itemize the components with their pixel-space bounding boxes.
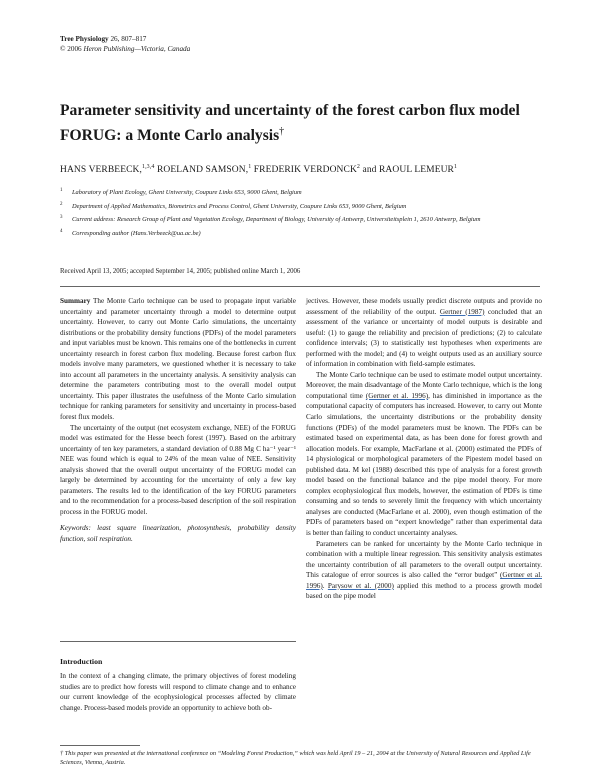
- body-paragraph: [306, 370, 542, 539]
- title-dagger: †: [279, 126, 285, 137]
- body-paragraph: [306, 296, 542, 370]
- journal-name: Tree Physiology: [60, 35, 109, 43]
- author-affiliation-sup: 1: [248, 164, 252, 170]
- citation-link[interactable]: (Gertner et al. 1996): [365, 391, 429, 400]
- paragraph-text: applied this method to a process growth model based on the pipe model: [306, 581, 542, 601]
- author-name: HANS VERBEECK,: [60, 165, 142, 176]
- paragraph-text: .: [322, 581, 328, 590]
- paragraph-text: The Monte Carlo technique can be used to estimate model output uncertainty. Moreover, the main disadvantage of the Monte Carlo technique, which is the long computational time: [306, 370, 542, 400]
- summary-divider: [60, 641, 296, 642]
- paragraph-text: jectives. However, these models usually predict discrete outputs and provide no assessment of the reliability of the output.: [306, 297, 542, 316]
- affiliation-text: Laboratory of Plant Ecology, Ghent University, Coupure Links 653, 9000 Ghent, Belgium: [72, 189, 302, 196]
- journal-copyright: [60, 44, 190, 54]
- body-paragraph: [306, 539, 542, 602]
- affiliation-item: [60, 229, 550, 239]
- author-affiliation-sup: 2: [356, 164, 361, 170]
- summary-label: Summary: [60, 297, 91, 305]
- paper-title: [60, 100, 550, 146]
- affiliation-item: [60, 202, 550, 212]
- summary-paragraph-2: The uncertainty of the output (net ecosystem exchange, NEE) of the FORUG model was estimated for the Hesse beech forest (1997). Based on the arbitrary uncertainty of ten key parameters, a standard deviation of 0.88 Mg C ha⁻¹ year⁻¹ NEE was found which is equal to 24% of the mean value of NEE. Sensitivity analysis showed that the overall output uncertainty of the FORUG model can largely be determined by accounting for the uncertainty of only a few key parameters. The results led to the identification of the key FORUG parameters and to the recommendation for a process-based description of the soil respiration process in the FORUG model.: [60, 423, 296, 516]
- journal-volume-pages: 26, 807–817: [110, 35, 147, 43]
- affiliation-text: Department of Applied Mathematics, Biometrics and Process Control, Ghent University, Coupure Links 653, 9000 Ghent, Belgium: [72, 202, 407, 210]
- footnote-divider: [60, 745, 140, 746]
- introduction-heading: Introduction: [60, 657, 103, 666]
- author-affiliation-sup: 1: [454, 164, 458, 170]
- keywords-text: least square linearization, photosynthesis, probability density function, soil respiration.: [60, 524, 296, 544]
- author-list: [60, 160, 540, 177]
- header-divider: [60, 286, 540, 287]
- summary-paragraph: [60, 296, 296, 423]
- citation-link[interactable]: Parysow et al. (2000): [327, 581, 394, 590]
- author-name: ROELAND SAMSON,: [154, 165, 249, 176]
- citation-link[interactable]: Gertner (1987): [439, 307, 485, 316]
- keywords: [60, 523, 296, 544]
- copyright-text: © 2006: [60, 45, 84, 53]
- journal-header: [60, 34, 190, 54]
- keywords-label: Keywords:: [60, 524, 91, 533]
- citation-link[interactable]: (Gertner et al. 1996): [306, 571, 542, 590]
- affiliation-text: Corresponding author (Hans.Verbeeck@ua.ac.be): [72, 229, 201, 237]
- paragraph-text: Parameters can be ranked for uncertainty by the Monte Carlo technique in combination with a multiple linear regression. This sensitivity analysis estimates the uncertainty contribution of all parameters to the overall output uncertainty. This catalogue of error sources is also called the “error budget”: [306, 539, 542, 580]
- affiliation-text: Current address: Research Group of Plant and Vegetation Ecology, Department of Biology, University of Antwerp, Universiteitsplein 1, 2610 Antwerp, Belgium: [72, 216, 481, 224]
- affiliation-item: [60, 215, 550, 225]
- title-line-1: Parameter sensitivity and uncertainty of the forest carbon flux model: [60, 102, 520, 119]
- affiliation-number: 1: [60, 188, 63, 193]
- affiliation-number: 3: [60, 215, 63, 221]
- right-column: [306, 296, 542, 602]
- publisher: Heron Publishing—Victoria, Canada: [83, 45, 191, 53]
- affiliation-number: 4: [60, 228, 63, 234]
- author-name: FREDERIK VERDONCK: [251, 165, 357, 176]
- footnote: † This paper was presented at the international conference on “Modeling Forest Production,” which was held April 19 – 21, 2004 at the University of Natural Resources and Applied Life Sciences, Vienna, Austria.: [60, 750, 531, 766]
- introduction-body: [60, 671, 296, 713]
- affiliation-item: [60, 188, 550, 198]
- author-affiliation-sup: 1,3,4: [141, 164, 155, 170]
- introduction-paragraph: In the context of a changing climate, the primary objectives of forest modeling studies are to predict how forests will respond to climate change and to enhance our current knowledge of the ecophysiological processes affected by climate change. Process-based models provide an opportunity to achieve both ob-: [60, 672, 296, 712]
- summary-text: The Monte Carlo technique can be used to propagate input variable uncertainty and parameter uncertainty through a model to determine output uncertainty. However, to carry out Monte Carlo simulations, the uncertainty distributions or the probability density functions (PDFs) of the model parameters and input variables must be known. This remains one of the bottlenecks in current uncertainty research in forest carbon flux modeling. Because forest carbon flux models involve many parameters, we questioned whether it is necessary to take into account all parameters in the uncertainty analysis. A sensitivity analysis can determine the parameters contributing most to the overall model output uncertainty. This paper illustrates the usefulness of the Monte Carlo simulation technique for ranking parameters for sensitivity and uncertainty in process-based forest flux models.: [60, 297, 296, 422]
- received-dates: Received April 13, 2005; accepted September 14, 2005; published online March 1, 2006: [60, 268, 301, 275]
- author-name: and RAOUL LEMEUR: [360, 165, 454, 176]
- affiliation-list: [60, 188, 550, 242]
- affiliation-number: 2: [60, 201, 63, 207]
- paragraph-text: concluded that an assessment of the variance or uncertainty of model outputs is desirable and useful: (1) to gauge the reliability and precision of predictions; (2) to calculate confidence intervals; (3) to statistically test hypotheses when experiments are performed with the model; and (4) to weight outputs used as an auxiliary source of information in combination with field-sample estimates.: [306, 307, 542, 369]
- paragraph-text: , has diminished in importance as the computational capacity of computers has increased. However, to carry out Monte Carlo simulations, the uncertainty distributions or the probability density functions (PDFs) of the model parameters must be known. The PDFs can be estimated based on experimental data, as has been done for forest growth and allocation models. For example, MacFarlane et al. (2000) estimated the PDFs of 14 physiological or morphological parameters of the Pipestem model based on published data. M kel (1988) described this type of analysis for a forest growth model based on the functional balance and the pipe model theory. For more complex ecophysiological flux models, however, the estimation of PDFs is time consuming and so tends to severely limit the frequency with which uncertainty analyses are conducted (MacFarlane et al. 2000), even though estimation of the PDFs of parameters based on “expert knowledge” rather than experimental data is better than failing to conduct uncertainty analyses.: [306, 391, 542, 538]
- title-line-2: FORUG: a Monte Carlo analysis: [60, 127, 280, 145]
- journal-citation: [60, 34, 190, 44]
- left-column: [60, 296, 296, 545]
